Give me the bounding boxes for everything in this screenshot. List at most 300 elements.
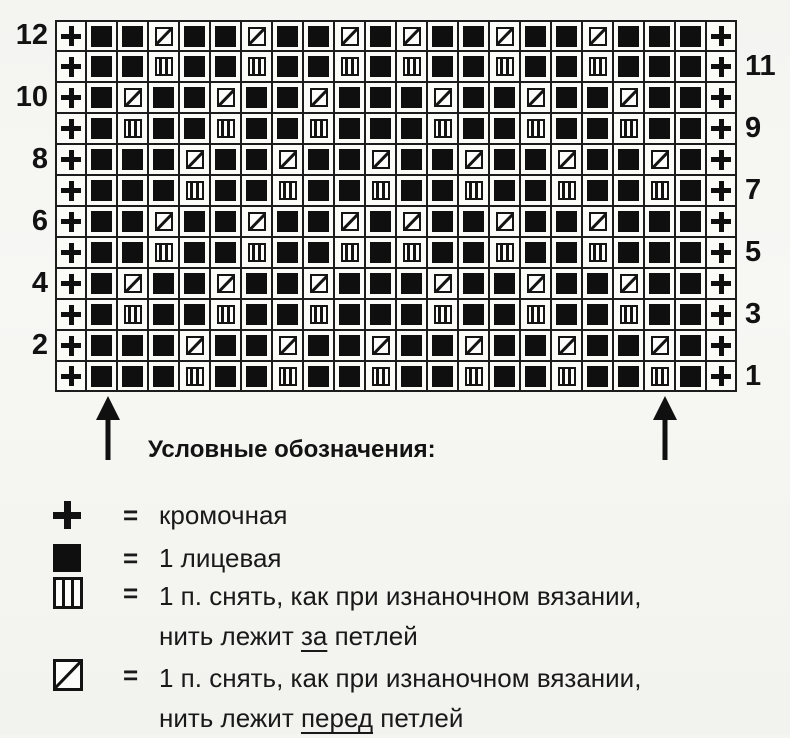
cell-knit (303, 175, 334, 206)
cell-knit (303, 51, 334, 82)
slip-back-underlined-word: за (300, 621, 328, 651)
cell-slip-back (551, 175, 582, 206)
cell-knit (489, 82, 520, 113)
cell-slip-back (613, 299, 644, 330)
cell-knit (148, 361, 179, 392)
cell-knit (427, 144, 458, 175)
cell-slip-back (551, 361, 582, 392)
cell-slip-front (613, 268, 644, 299)
cell-knit (210, 206, 241, 237)
cell-knit (427, 237, 458, 268)
cell-knit (613, 175, 644, 206)
chart-row (0, 175, 790, 206)
cell-knit (489, 268, 520, 299)
cell-knit (489, 299, 520, 330)
legend-text-edge: кромочная (159, 500, 288, 530)
cell-slip-front (334, 20, 365, 51)
cell-knit (489, 175, 520, 206)
cell-knit (582, 175, 613, 206)
cell-slip-front (179, 144, 210, 175)
cell-knit (644, 299, 675, 330)
legend-title: Условные обозначения: (148, 436, 436, 463)
cell-slip-back (396, 237, 427, 268)
cell-knit (427, 330, 458, 361)
cell-slip-back (179, 361, 210, 392)
cell-knit (365, 113, 396, 144)
equals-sign: = (123, 578, 139, 608)
cell-slip-back (582, 51, 613, 82)
row-number-right (737, 330, 790, 361)
cell-knit (86, 330, 117, 361)
row-number-right: 1 (745, 360, 762, 392)
cell-slip-front (148, 20, 179, 51)
cell-knit (148, 175, 179, 206)
cell-knit (613, 144, 644, 175)
legend-item-knit (0, 541, 282, 575)
cell-knit (675, 299, 706, 330)
cell-slip-back (272, 361, 303, 392)
cell-slip-front (582, 20, 613, 51)
cell-knit (241, 82, 272, 113)
cell-edge (706, 113, 737, 144)
cell-slip-back (148, 51, 179, 82)
row-number-right (737, 20, 790, 51)
cell-knit (365, 51, 396, 82)
cell-knit (241, 299, 272, 330)
cell-knit (458, 113, 489, 144)
cell-edge (55, 82, 86, 113)
cell-knit (334, 113, 365, 144)
equals-sign: = (123, 543, 139, 573)
cell-knit (334, 175, 365, 206)
cell-slip-front (241, 20, 272, 51)
cell-knit (520, 206, 551, 237)
cell-edge (706, 330, 737, 361)
cell-knit (613, 20, 644, 51)
cell-knit (396, 144, 427, 175)
legend-text-slip-back (159, 576, 641, 656)
cell-edge (55, 268, 86, 299)
cell-knit (272, 268, 303, 299)
cell-knit (582, 268, 613, 299)
cell-knit (86, 361, 117, 392)
cell-knit (272, 82, 303, 113)
cell-knit (427, 361, 458, 392)
cell-knit (179, 51, 210, 82)
cell-edge (706, 361, 737, 392)
cell-slip-back (303, 113, 334, 144)
cell-edge (55, 237, 86, 268)
cell-slip-front (489, 206, 520, 237)
cell-slip-back (520, 113, 551, 144)
cell-knit (551, 268, 582, 299)
cell-knit (210, 237, 241, 268)
row-number-left: 12 (15, 19, 48, 51)
cell-knit (427, 51, 458, 82)
cell-slip-back (489, 51, 520, 82)
row-number-left (0, 113, 55, 144)
cell-knit (675, 330, 706, 361)
cell-edge (55, 361, 86, 392)
chart-row (0, 299, 790, 330)
cell-knit (675, 237, 706, 268)
cell-knit (675, 206, 706, 237)
cell-knit (303, 237, 334, 268)
cell-edge (706, 268, 737, 299)
cell-slip-back (117, 113, 148, 144)
cell-knit (303, 361, 334, 392)
cell-slip-back (458, 361, 489, 392)
cell-slip-front (179, 330, 210, 361)
cell-knit (86, 144, 117, 175)
cell-knit (272, 206, 303, 237)
cell-knit (551, 299, 582, 330)
chart-row (0, 361, 790, 392)
cell-knit (272, 51, 303, 82)
cell-slip-back (396, 51, 427, 82)
cell-knit (365, 268, 396, 299)
cell-knit (179, 82, 210, 113)
chart-row (0, 330, 790, 361)
chart-row (0, 82, 790, 113)
cell-slip-front (520, 268, 551, 299)
cell-knit (303, 144, 334, 175)
row-number-left (0, 175, 55, 206)
cell-knit (179, 299, 210, 330)
arrow-shaft (106, 416, 111, 460)
cell-slip-back (272, 175, 303, 206)
cell-knit (272, 20, 303, 51)
cell-slip-back (644, 175, 675, 206)
cell-edge (55, 51, 86, 82)
cell-knit (396, 330, 427, 361)
cell-knit (210, 330, 241, 361)
cell-knit (117, 330, 148, 361)
cell-knit (613, 51, 644, 82)
chart-row (0, 51, 790, 82)
cell-knit (86, 82, 117, 113)
cell-edge (55, 299, 86, 330)
cell-slip-back (644, 361, 675, 392)
slip-front-line2-pre: нить лежит (159, 703, 301, 733)
row-number-right: 11 (745, 50, 776, 82)
cell-knit (458, 20, 489, 51)
cell-knit (458, 299, 489, 330)
cell-knit (86, 20, 117, 51)
cell-slip-back (489, 237, 520, 268)
slip-back-square-icon (53, 577, 83, 609)
cell-slip-back (241, 237, 272, 268)
cell-knit (241, 361, 272, 392)
cell-knit (241, 113, 272, 144)
cell-knit (117, 175, 148, 206)
slip-front-square-icon (53, 659, 83, 691)
row-number-left: 4 (31, 267, 48, 299)
cell-edge (706, 237, 737, 268)
cell-knit (365, 206, 396, 237)
cell-knit (551, 82, 582, 113)
cell-edge (55, 20, 86, 51)
legend-item-edge (0, 498, 288, 532)
cell-knit (148, 82, 179, 113)
cell-knit (334, 361, 365, 392)
cell-edge (706, 175, 737, 206)
cell-knit (520, 237, 551, 268)
cell-slip-back (117, 299, 148, 330)
cell-knit (613, 361, 644, 392)
row-number-right (737, 144, 790, 175)
cell-edge (706, 206, 737, 237)
cell-knit (458, 206, 489, 237)
slip-front-underlined-word: перед (300, 703, 374, 733)
cell-knit (396, 175, 427, 206)
legend-item-slip-front (0, 658, 641, 738)
cell-slip-front (210, 82, 241, 113)
slip-front-line1: 1 п. снять, как при изнаночном вязании, (159, 663, 642, 693)
cell-knit (86, 175, 117, 206)
cell-knit (551, 20, 582, 51)
cell-edge (706, 299, 737, 330)
cell-knit (86, 113, 117, 144)
cell-edge (55, 330, 86, 361)
cell-slip-back (334, 51, 365, 82)
cell-slip-back (427, 299, 458, 330)
cell-knit (303, 20, 334, 51)
row-number-left: 10 (15, 81, 48, 113)
cell-knit (148, 299, 179, 330)
cell-knit (179, 113, 210, 144)
chart-row (0, 268, 790, 299)
cell-slip-front (551, 330, 582, 361)
cell-slip-back (613, 113, 644, 144)
cell-knit (334, 144, 365, 175)
cell-knit (396, 299, 427, 330)
cell-knit (86, 206, 117, 237)
cell-knit (148, 144, 179, 175)
cell-knit (86, 299, 117, 330)
cell-slip-front (210, 268, 241, 299)
edge-plus-icon (53, 501, 81, 529)
cell-knit (644, 113, 675, 144)
cell-knit (396, 361, 427, 392)
cell-knit (613, 237, 644, 268)
cell-knit (644, 20, 675, 51)
cell-slip-front (427, 268, 458, 299)
chart-row (0, 144, 790, 175)
cell-slip-back (365, 175, 396, 206)
cell-knit (365, 20, 396, 51)
cell-knit (520, 144, 551, 175)
row-number-left: 8 (31, 143, 48, 175)
cell-knit (396, 113, 427, 144)
cell-knit (117, 237, 148, 268)
cell-knit (117, 206, 148, 237)
cell-slip-front (334, 206, 365, 237)
cell-knit (427, 20, 458, 51)
cell-slip-front (396, 20, 427, 51)
cell-slip-front (458, 330, 489, 361)
cell-knit (582, 299, 613, 330)
slip-back-line2-pre: нить лежит (159, 621, 301, 651)
cell-edge (706, 20, 737, 51)
cell-knit (148, 113, 179, 144)
cell-knit (675, 175, 706, 206)
cell-slip-back (303, 299, 334, 330)
cell-knit (117, 144, 148, 175)
repeat-arrow-right (652, 396, 678, 460)
cell-knit (551, 206, 582, 237)
cell-knit (582, 82, 613, 113)
cell-slip-front (365, 144, 396, 175)
cell-knit (675, 361, 706, 392)
cell-knit (582, 144, 613, 175)
cell-knit (179, 237, 210, 268)
row-number-right (737, 268, 790, 299)
cell-knit (427, 175, 458, 206)
cell-slip-front (458, 144, 489, 175)
cell-knit (458, 268, 489, 299)
repeat-arrow-left (95, 396, 121, 460)
cell-knit (272, 237, 303, 268)
cell-slip-front (582, 206, 613, 237)
cell-knit (365, 82, 396, 113)
cell-knit (675, 113, 706, 144)
cell-knit (334, 330, 365, 361)
chart-row (0, 20, 790, 51)
cell-knit (86, 51, 117, 82)
cell-slip-front (272, 144, 303, 175)
cell-knit (458, 82, 489, 113)
chart-row (0, 206, 790, 237)
row-number-right: 9 (745, 112, 762, 144)
cell-edge (55, 113, 86, 144)
cell-slip-front (644, 330, 675, 361)
chart-row (0, 113, 790, 144)
slip-front-line2-post: петлей (373, 703, 464, 733)
cell-knit (179, 20, 210, 51)
cell-knit (551, 51, 582, 82)
cell-knit (644, 237, 675, 268)
cell-knit (272, 299, 303, 330)
cell-knit (551, 237, 582, 268)
cell-knit (644, 51, 675, 82)
row-number-left (0, 51, 55, 82)
knitting-chart (0, 20, 790, 392)
cell-knit (117, 20, 148, 51)
cell-slip-front (644, 144, 675, 175)
row-number-left: 2 (31, 329, 48, 361)
cell-knit (210, 51, 241, 82)
slip-back-line2-post: петлей (327, 621, 418, 651)
legend-item-slip-back (0, 576, 641, 656)
cell-knit (582, 361, 613, 392)
cell-knit (179, 206, 210, 237)
cell-slip-front (303, 82, 334, 113)
cell-slip-front (520, 82, 551, 113)
cell-knit (675, 82, 706, 113)
cell-edge (55, 206, 86, 237)
cell-edge (706, 144, 737, 175)
cell-knit (272, 113, 303, 144)
cell-knit (334, 268, 365, 299)
equals-sign: = (123, 660, 139, 690)
cell-knit (644, 206, 675, 237)
cell-slip-back (148, 237, 179, 268)
cell-knit (644, 268, 675, 299)
row-number-left (0, 299, 55, 330)
cell-knit (86, 237, 117, 268)
cell-knit (148, 268, 179, 299)
cell-knit (303, 206, 334, 237)
cell-knit (520, 361, 551, 392)
cell-slip-front (613, 82, 644, 113)
cell-slip-front (117, 82, 148, 113)
cell-knit (675, 144, 706, 175)
cell-slip-front (396, 206, 427, 237)
cell-knit (334, 82, 365, 113)
cell-knit (489, 113, 520, 144)
legend-text-knit: 1 лицевая (159, 543, 282, 573)
row-number-right: 3 (745, 298, 762, 330)
cell-knit (210, 20, 241, 51)
cell-knit (582, 330, 613, 361)
cell-edge (706, 82, 737, 113)
cell-knit (520, 51, 551, 82)
cell-edge (55, 175, 86, 206)
row-number-right: 7 (745, 174, 762, 206)
cell-slip-back (458, 175, 489, 206)
cell-slip-front (303, 268, 334, 299)
row-number-right: 5 (745, 236, 762, 268)
cell-slip-back (520, 299, 551, 330)
cell-knit (210, 361, 241, 392)
cell-slip-back (241, 51, 272, 82)
row-number-left (0, 361, 55, 392)
row-number-right (737, 206, 790, 237)
cell-knit (396, 82, 427, 113)
cell-slip-back (365, 361, 396, 392)
equals-sign: = (123, 500, 139, 530)
cell-knit (489, 330, 520, 361)
cell-knit (644, 82, 675, 113)
cell-knit (427, 206, 458, 237)
cell-knit (458, 51, 489, 82)
cell-knit (179, 268, 210, 299)
cell-knit (520, 330, 551, 361)
cell-slip-front (117, 268, 148, 299)
slip-back-line1: 1 п. снять, как при изнаночном вязании, (159, 581, 642, 611)
cell-knit (241, 144, 272, 175)
cell-knit (241, 268, 272, 299)
row-number-left (0, 237, 55, 268)
cell-knit (365, 237, 396, 268)
cell-slip-back (582, 237, 613, 268)
cell-knit (117, 361, 148, 392)
cell-knit (675, 51, 706, 82)
cell-slip-front (551, 144, 582, 175)
arrow-shaft (663, 416, 668, 460)
cell-slip-back (210, 113, 241, 144)
row-number-left: 6 (31, 205, 48, 237)
cell-knit (489, 144, 520, 175)
cell-knit (582, 113, 613, 144)
cell-slip-front (489, 20, 520, 51)
cell-knit (396, 268, 427, 299)
cell-knit (489, 361, 520, 392)
cell-knit (551, 113, 582, 144)
cell-knit (303, 330, 334, 361)
cell-knit (210, 144, 241, 175)
